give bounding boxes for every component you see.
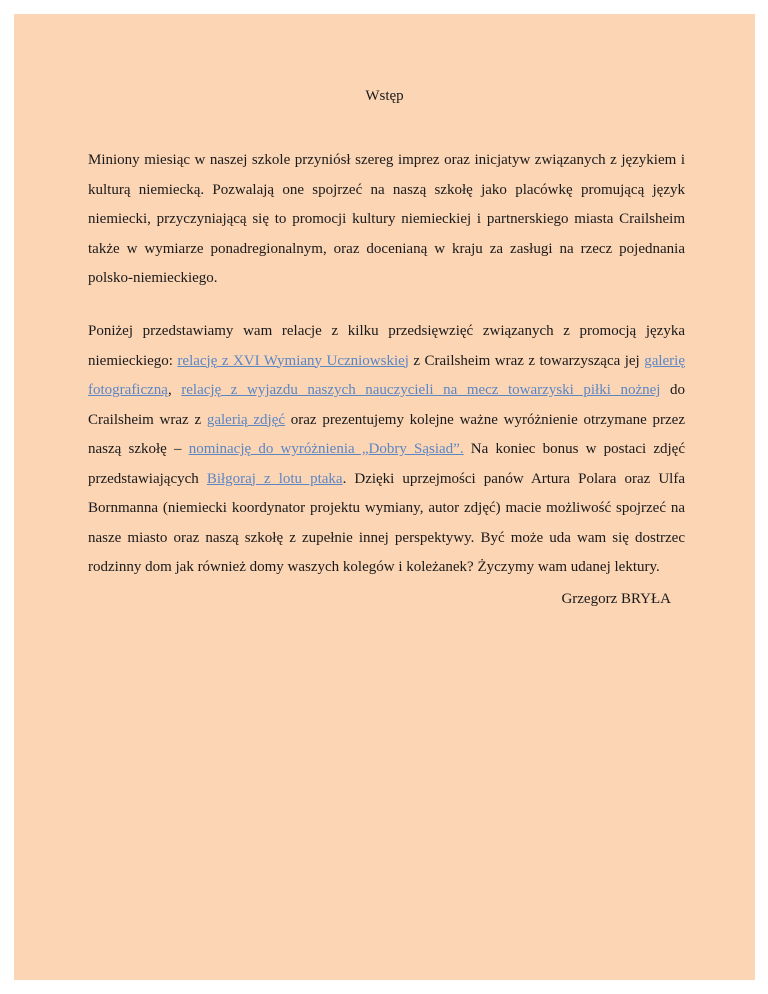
- intro-paragraph: Miniony miesiąc w naszej szkole przyniósł szereg imprez oraz inicjatyw związanych z językiem i kulturą niemiecką. Pozwalają one spojrzeć na naszą szkołę jako placówkę promującą język niemiecki, przyczyniającą się to promocji kultury niemieckiej i partnerskiego miasta Crailsheim także w wymiarze ponadregionalnym, oraz docenianą w kraju za zasługi na rzecz pojednania polsko-niemieckiego.: [88, 152, 685, 286]
- match-gallery-link[interactable]: galerią zdjęć: [206, 411, 286, 428]
- document-page: [14, 14, 755, 980]
- author-signature: Grzegorz BRYŁA: [561, 591, 671, 607]
- paragraph-text: ,: [167, 382, 182, 398]
- aerial-photos-link[interactable]: Biłgoraj z lotu ptaka: [206, 470, 343, 487]
- paragraph-text: z Crailsheim wraz z towarzysząca jej: [408, 352, 645, 369]
- page-title: Wstęp: [365, 88, 404, 104]
- paragraph-text: Na koniec bonus w postaci zdjęć przedstawiających: [88, 441, 685, 487]
- football-match-report-link[interactable]: relację z wyjazdu naszych nauczycieli na mecz towarzyski piłki nożnej: [181, 382, 661, 398]
- good-neighbour-nomination-link[interactable]: nominację do wyróżnienia „Dobry Sąsiad”.: [188, 441, 464, 457]
- paragraph-text: . Dzięki uprzejmości panów Artura Polara oraz Ulfa Bornmanna (niemiecki koordynator projektu wymiany, autor zdjęć) macie możliwość spojrzeć na nasze miasto oraz naszą szkołę z zupełnie innej perspektywy. Być może uda wam się dostrzec rodzinny dom jak również domy waszych kolegów i koleżanek? Życzymy wam udanej lektury.: [88, 470, 685, 575]
- exchange-report-link[interactable]: relację z XVI Wymiany Uczniowskiej: [177, 352, 409, 369]
- paragraph-text: oraz prezentujemy kolejne ważne wyróżnienie otrzymane przez naszą szkołę –: [88, 411, 685, 457]
- paragraph-text: Poniżej przedstawiamy wam relacje z kilku przedsięwzięć związanych z promocją języka niemieckiego:: [88, 323, 685, 369]
- links-paragraph: [88, 317, 685, 583]
- paragraph-text: do Crailsheim wraz z: [88, 382, 685, 428]
- photo-gallery-link[interactable]: galerię fotograficzną: [88, 352, 685, 398]
